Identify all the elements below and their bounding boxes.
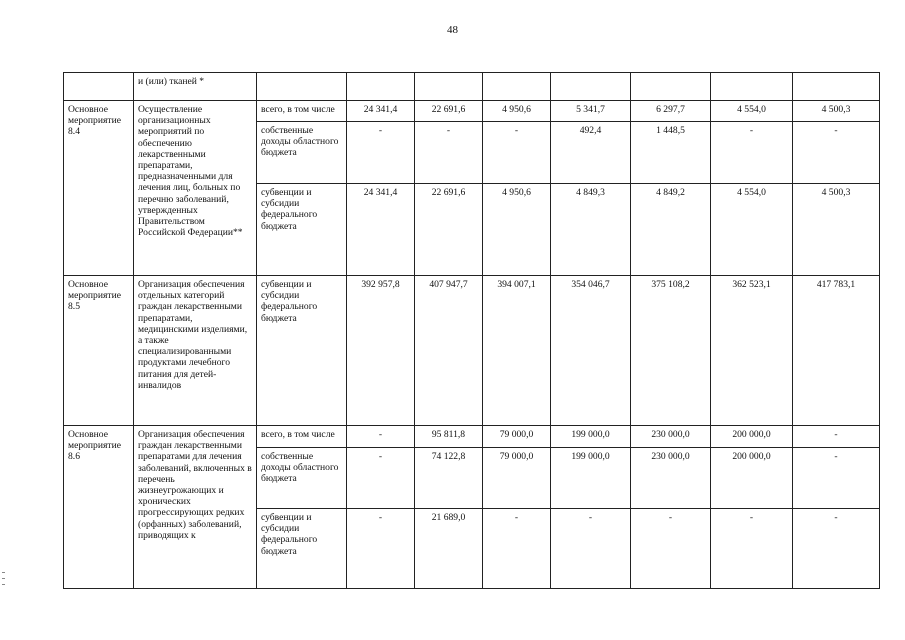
measure-name-cell: Организация обеспечения граждан лекарственными препаратами для лечения заболеваний, включенных в перечень жизнеугрожающих и хронических прогрессирующих редких (орфанных) заболеваний, приводящих к xyxy=(134,426,257,589)
value-cell xyxy=(347,73,415,101)
funding-source-cell: субвенции и субсидии федерального бюджета xyxy=(257,184,347,276)
value-cell: - xyxy=(347,509,415,589)
value-cell: 4 554,0 xyxy=(711,184,793,276)
measure-code-cell: Основное мероприятие 8.5 xyxy=(64,276,134,426)
value-cell: - xyxy=(347,448,415,509)
value-cell xyxy=(631,73,711,101)
value-cell: - xyxy=(793,448,880,509)
value-cell xyxy=(483,73,551,101)
value-cell: 4 950,6 xyxy=(483,184,551,276)
measure-name-cell: Осуществление организационных мероприятий по обеспечению лекарственными препаратами, предназначенными для лечения лиц, больных по перечню заболеваний, утвержденных Правительством Российской Федерации** xyxy=(134,101,257,276)
value-cell: 199 000,0 xyxy=(551,426,631,448)
funding-source-cell: всего, в том числе xyxy=(257,426,347,448)
value-cell: 362 523,1 xyxy=(711,276,793,426)
value-cell xyxy=(551,73,631,101)
value-cell xyxy=(793,73,880,101)
funding-source-cell: субвенции и субсидии федерального бюджета xyxy=(257,509,347,589)
value-cell: 95 811,8 xyxy=(415,426,483,448)
value-cell: 230 000,0 xyxy=(631,426,711,448)
value-cell: 394 007,1 xyxy=(483,276,551,426)
value-cell: - xyxy=(793,509,880,589)
value-cell: 4 950,6 xyxy=(483,101,551,122)
value-cell: 4 849,3 xyxy=(551,184,631,276)
value-cell: 4 849,2 xyxy=(631,184,711,276)
value-cell: - xyxy=(347,426,415,448)
measure-name-cell: и (или) тканей * xyxy=(134,73,257,101)
value-cell: 375 108,2 xyxy=(631,276,711,426)
funding-source-cell: всего, в том числе xyxy=(257,101,347,122)
scan-mark xyxy=(2,584,5,585)
value-cell: - xyxy=(711,122,793,184)
value-cell: - xyxy=(483,509,551,589)
value-cell xyxy=(415,73,483,101)
value-cell: - xyxy=(711,509,793,589)
value-cell: - xyxy=(415,122,483,184)
value-cell: 79 000,0 xyxy=(483,426,551,448)
value-cell: 5 341,7 xyxy=(551,101,631,122)
value-cell: 230 000,0 xyxy=(631,448,711,509)
value-cell: 24 341,4 xyxy=(347,184,415,276)
value-cell: - xyxy=(483,122,551,184)
value-cell: 24 341,4 xyxy=(347,101,415,122)
value-cell: - xyxy=(793,122,880,184)
value-cell: 21 689,0 xyxy=(415,509,483,589)
table-row-measure-8-4-total xyxy=(64,101,880,122)
funding-source-cell: собственные доходы областного бюджета xyxy=(257,122,347,184)
value-cell: 22 691,6 xyxy=(415,184,483,276)
value-cell: 200 000,0 xyxy=(711,426,793,448)
value-cell: - xyxy=(551,509,631,589)
value-cell: - xyxy=(631,509,711,589)
value-cell: 4 500,3 xyxy=(793,101,880,122)
table-row-measure-8-5-federal xyxy=(64,276,880,426)
value-cell: - xyxy=(793,426,880,448)
page-number: 48 xyxy=(447,24,458,36)
measure-name-cell: Организация обеспечения отдельных категорий граждан лекарственными препаратами, медицинскими изделиями, а также специализированными продуктами лечебного питания для детей-инвалидов xyxy=(134,276,257,426)
value-cell: 4 500,3 xyxy=(793,184,880,276)
value-cell: 199 000,0 xyxy=(551,448,631,509)
value-cell: 417 783,1 xyxy=(793,276,880,426)
budget-table xyxy=(63,72,880,589)
value-cell: 200 000,0 xyxy=(711,448,793,509)
value-cell xyxy=(711,73,793,101)
value-cell: 22 691,6 xyxy=(415,101,483,122)
funding-source-cell: субвенции и субсидии федерального бюджета xyxy=(257,276,347,426)
value-cell: 4 554,0 xyxy=(711,101,793,122)
table-row-continuation xyxy=(64,73,880,101)
table-row-measure-8-6-total xyxy=(64,426,880,448)
funding-source-cell: собственные доходы областного бюджета xyxy=(257,448,347,509)
value-cell: 6 297,7 xyxy=(631,101,711,122)
value-cell: 1 448,5 xyxy=(631,122,711,184)
value-cell: - xyxy=(347,122,415,184)
value-cell: 354 046,7 xyxy=(551,276,631,426)
measure-code-cell: Основное мероприятие 8.4 xyxy=(64,101,134,276)
funding-source-cell xyxy=(257,73,347,101)
scan-mark xyxy=(2,578,5,579)
value-cell: 492,4 xyxy=(551,122,631,184)
measure-code-cell: Основное мероприятие 8.6 xyxy=(64,426,134,589)
value-cell: 392 957,8 xyxy=(347,276,415,426)
measure-code-cell xyxy=(64,73,134,101)
scan-mark xyxy=(2,572,5,573)
value-cell: 79 000,0 xyxy=(483,448,551,509)
value-cell: 74 122,8 xyxy=(415,448,483,509)
value-cell: 407 947,7 xyxy=(415,276,483,426)
